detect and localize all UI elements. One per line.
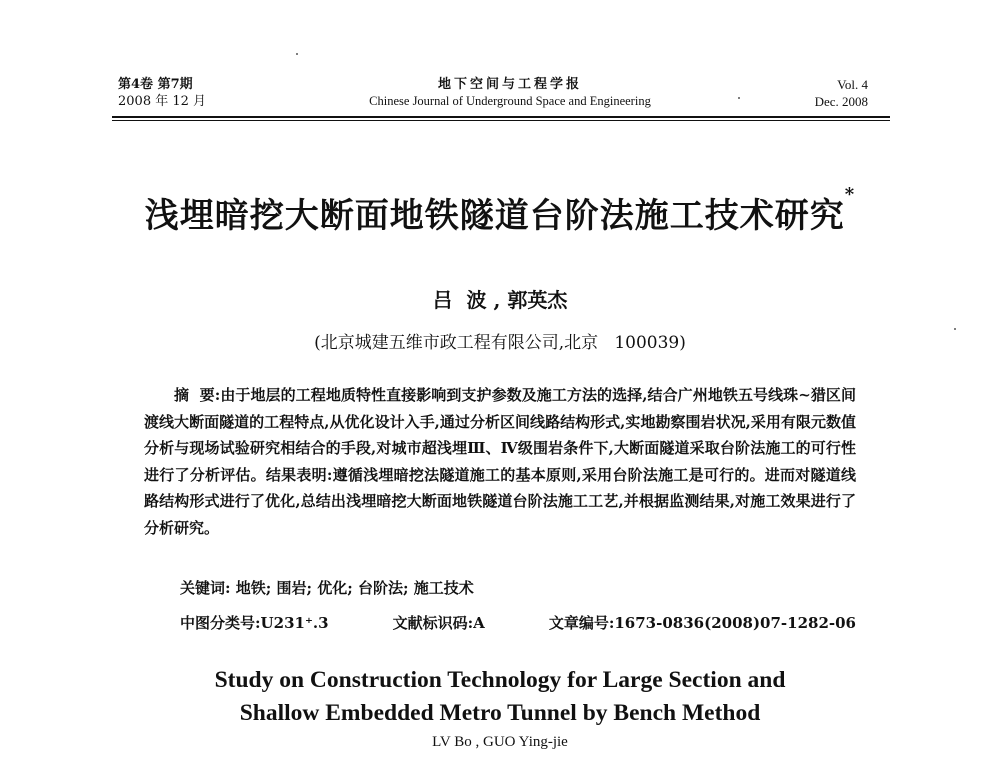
header-rule-thick: [112, 116, 890, 118]
paper-title-en-line2: Shallow Embedded Metro Tunnel by Bench Method: [239, 700, 761, 726]
doc-label: 文献标识码:: [392, 614, 474, 632]
doc-value: A: [473, 614, 485, 632]
authors-cn: 吕 波 , 郭英杰: [432, 288, 568, 312]
affiliation: (北京城建五维市政工程有限公司,北京 100039): [314, 333, 686, 353]
clc-value: U231⁺.3: [260, 614, 329, 632]
classification-line: [180, 612, 856, 633]
document-code: [393, 612, 485, 633]
header-vol-en-block: [815, 76, 868, 110]
abstract: [144, 382, 856, 541]
abstract-text: 由于地层的工程地质特性直接影响到支护参数及施工方法的选择,结合广州地铁五号线珠~猎区间渡线大断面隧道的工程特点,从优化设计入手,通过分析区间线路结构形式,实地勘察围岩状况,采用有限元数值分析与现场试验研究相结合的手段,对城市超浅埋Ⅲ、Ⅳ级围岩条件下,大断面隧道采取台阶法施工的可行性进行了分析评估。结果表明:遵循浅埋暗挖法隧道施工的基本原则,采用台阶法施工是可行的。进而对隧道线路结构形式进行了优化,总结出浅埋暗挖大断面地铁隧道台阶法施工工艺,并根据监测结果,对施工效果进行了分析研究。: [144, 386, 857, 537]
scan-speck: [738, 97, 740, 99]
keywords: [180, 577, 474, 598]
paper-title-en-line1: Study on Construction Technology for Large Section and: [214, 667, 786, 693]
header-volume-block: [118, 76, 206, 110]
article-label: 文章编号:: [548, 614, 615, 632]
keywords-text: 地铁; 围岩; 优化; 台阶法; 施工技术: [230, 579, 474, 597]
journal-name-cn: 地下空间与工程学报: [437, 77, 582, 92]
paper-title-cn: [100, 184, 900, 237]
abstract-label: 摘 要:: [174, 386, 221, 404]
keywords-label: 关键词:: [180, 579, 231, 597]
article-number: [549, 612, 856, 633]
clc-label: 中图分类号:: [180, 614, 261, 632]
volume-issue: 第4卷 第7期: [118, 77, 193, 92]
paper-title-cn-text: 浅埋暗挖大断面地铁隧道台阶法施工技术研究: [144, 196, 845, 236]
volume-en: Vol. 4: [837, 77, 868, 92]
publication-date-cn: 2008 年 12 月: [118, 94, 207, 109]
scan-speck: [954, 328, 956, 330]
clc-number: [180, 612, 329, 633]
scan-speck: [296, 53, 298, 55]
authors-en: LV Bo , GUO Ying-jie: [432, 734, 568, 750]
journal-name-en: Chinese Journal of Underground Space and Engineering: [369, 94, 651, 108]
paper-title-en: [100, 664, 900, 730]
publication-date-en: Dec. 2008: [814, 94, 868, 109]
article-value: 1673-0836(2008)07-1282-06: [614, 614, 856, 632]
title-footnote-mark: *: [844, 184, 856, 205]
header-journal-block: [300, 76, 720, 110]
header-rule-thin: [112, 120, 890, 121]
